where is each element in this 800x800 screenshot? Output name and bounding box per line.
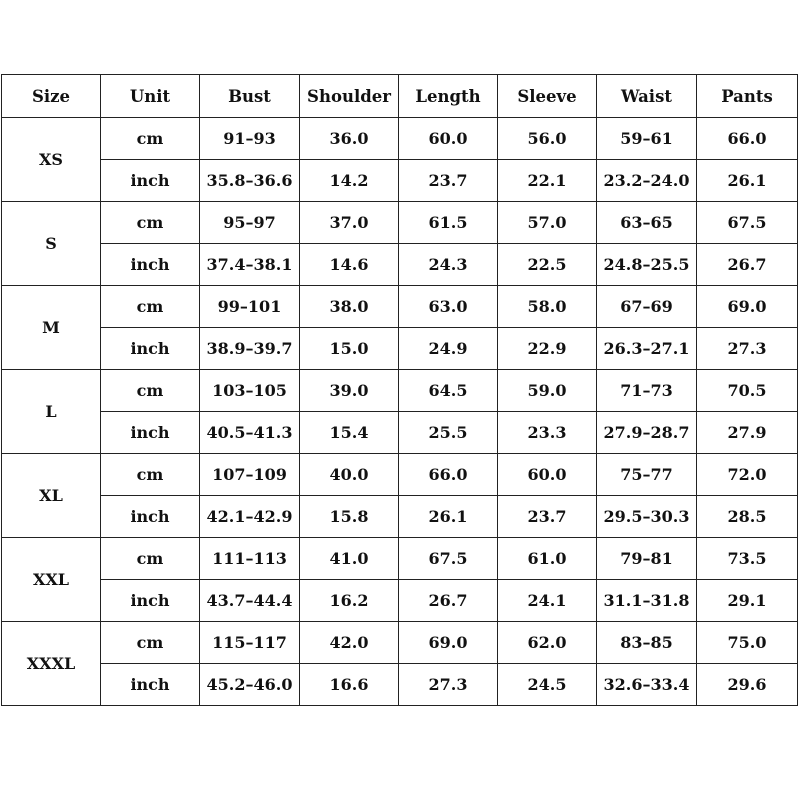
pants-cell: 69.0 — [697, 286, 798, 328]
header-length: Length — [399, 75, 498, 118]
sleeve-cell: 22.5 — [498, 244, 597, 286]
pants-cell: 27.9 — [697, 412, 798, 454]
header-bust: Bust — [200, 75, 300, 118]
unit-cell: inch — [101, 244, 200, 286]
waist-cell: 24.8–25.5 — [597, 244, 697, 286]
pants-cell: 75.0 — [697, 622, 798, 664]
length-cell: 27.3 — [399, 664, 498, 706]
header-unit: Unit — [101, 75, 200, 118]
pants-cell: 70.5 — [697, 370, 798, 412]
sleeve-cell: 59.0 — [498, 370, 597, 412]
pants-cell: 29.6 — [697, 664, 798, 706]
bust-cell: 40.5–41.3 — [200, 412, 300, 454]
length-cell: 23.7 — [399, 160, 498, 202]
sleeve-cell: 23.7 — [498, 496, 597, 538]
size-label-cell: XXXL — [2, 622, 101, 706]
waist-cell: 71–73 — [597, 370, 697, 412]
bust-cell: 38.9–39.7 — [200, 328, 300, 370]
bust-cell: 42.1–42.9 — [200, 496, 300, 538]
table-row — [2, 496, 798, 538]
waist-cell: 75–77 — [597, 454, 697, 496]
shoulder-cell: 37.0 — [300, 202, 399, 244]
bust-cell: 95–97 — [200, 202, 300, 244]
table-row — [2, 412, 798, 454]
shoulder-cell: 14.2 — [300, 160, 399, 202]
sleeve-cell: 23.3 — [498, 412, 597, 454]
unit-cell: inch — [101, 496, 200, 538]
table-row — [2, 202, 798, 244]
table-row — [2, 244, 798, 286]
shoulder-cell: 42.0 — [300, 622, 399, 664]
shoulder-cell: 16.2 — [300, 580, 399, 622]
length-cell: 25.5 — [399, 412, 498, 454]
length-cell: 24.3 — [399, 244, 498, 286]
table-row — [2, 664, 798, 706]
pants-cell: 28.5 — [697, 496, 798, 538]
pants-cell: 27.3 — [697, 328, 798, 370]
header-row — [2, 75, 798, 118]
unit-cell: inch — [101, 412, 200, 454]
pants-cell: 73.5 — [697, 538, 798, 580]
bust-cell: 103–105 — [200, 370, 300, 412]
header-sleeve: Sleeve — [498, 75, 597, 118]
bust-cell: 43.7–44.4 — [200, 580, 300, 622]
pants-cell: 66.0 — [697, 118, 798, 160]
shoulder-cell: 39.0 — [300, 370, 399, 412]
pants-cell: 67.5 — [697, 202, 798, 244]
unit-cell: cm — [101, 286, 200, 328]
size-label-cell: L — [2, 370, 101, 454]
length-cell: 69.0 — [399, 622, 498, 664]
sleeve-cell: 24.1 — [498, 580, 597, 622]
shoulder-cell: 38.0 — [300, 286, 399, 328]
unit-cell: inch — [101, 328, 200, 370]
table-row — [2, 538, 798, 580]
header-waist: Waist — [597, 75, 697, 118]
size-label-cell: M — [2, 286, 101, 370]
size-table-body — [2, 118, 798, 706]
waist-cell: 31.1–31.8 — [597, 580, 697, 622]
bust-cell: 45.2–46.0 — [200, 664, 300, 706]
table-row — [2, 454, 798, 496]
shoulder-cell: 16.6 — [300, 664, 399, 706]
shoulder-cell: 36.0 — [300, 118, 399, 160]
length-cell: 61.5 — [399, 202, 498, 244]
bust-cell: 99–101 — [200, 286, 300, 328]
shoulder-cell: 15.8 — [300, 496, 399, 538]
bust-cell: 107–109 — [200, 454, 300, 496]
table-row — [2, 286, 798, 328]
bust-cell: 91–93 — [200, 118, 300, 160]
header-size: Size — [2, 75, 101, 118]
table-row — [2, 328, 798, 370]
bust-cell: 35.8–36.6 — [200, 160, 300, 202]
waist-cell: 83–85 — [597, 622, 697, 664]
waist-cell: 32.6–33.4 — [597, 664, 697, 706]
length-cell: 64.5 — [399, 370, 498, 412]
waist-cell: 67–69 — [597, 286, 697, 328]
bust-cell: 115–117 — [200, 622, 300, 664]
size-chart-table — [1, 74, 798, 706]
bust-cell: 111–113 — [200, 538, 300, 580]
unit-cell: cm — [101, 622, 200, 664]
unit-cell: cm — [101, 454, 200, 496]
unit-cell: cm — [101, 370, 200, 412]
unit-cell: inch — [101, 160, 200, 202]
header-shoulder: Shoulder — [300, 75, 399, 118]
header-pants: Pants — [697, 75, 798, 118]
size-label-cell: XS — [2, 118, 101, 202]
sleeve-cell: 57.0 — [498, 202, 597, 244]
table-row — [2, 370, 798, 412]
table-row — [2, 622, 798, 664]
table-row — [2, 118, 798, 160]
length-cell: 60.0 — [399, 118, 498, 160]
waist-cell: 63–65 — [597, 202, 697, 244]
sleeve-cell: 62.0 — [498, 622, 597, 664]
unit-cell: inch — [101, 580, 200, 622]
table-row — [2, 580, 798, 622]
sleeve-cell: 56.0 — [498, 118, 597, 160]
length-cell: 66.0 — [399, 454, 498, 496]
sleeve-cell: 61.0 — [498, 538, 597, 580]
sleeve-cell: 60.0 — [498, 454, 597, 496]
table-row — [2, 160, 798, 202]
sleeve-cell: 24.5 — [498, 664, 597, 706]
waist-cell: 27.9–28.7 — [597, 412, 697, 454]
shoulder-cell: 14.6 — [300, 244, 399, 286]
pants-cell: 26.1 — [697, 160, 798, 202]
size-label-cell: S — [2, 202, 101, 286]
shoulder-cell: 15.0 — [300, 328, 399, 370]
length-cell: 26.7 — [399, 580, 498, 622]
waist-cell: 79–81 — [597, 538, 697, 580]
pants-cell: 72.0 — [697, 454, 798, 496]
size-label-cell: XL — [2, 454, 101, 538]
waist-cell: 29.5–30.3 — [597, 496, 697, 538]
shoulder-cell: 40.0 — [300, 454, 399, 496]
length-cell: 63.0 — [399, 286, 498, 328]
unit-cell: cm — [101, 202, 200, 244]
length-cell: 67.5 — [399, 538, 498, 580]
unit-cell: cm — [101, 118, 200, 160]
waist-cell: 59–61 — [597, 118, 697, 160]
unit-cell: cm — [101, 538, 200, 580]
waist-cell: 26.3–27.1 — [597, 328, 697, 370]
shoulder-cell: 15.4 — [300, 412, 399, 454]
sleeve-cell: 22.9 — [498, 328, 597, 370]
unit-cell: inch — [101, 664, 200, 706]
shoulder-cell: 41.0 — [300, 538, 399, 580]
waist-cell: 23.2–24.0 — [597, 160, 697, 202]
sleeve-cell: 58.0 — [498, 286, 597, 328]
size-label-cell: XXL — [2, 538, 101, 622]
bust-cell: 37.4–38.1 — [200, 244, 300, 286]
length-cell: 24.9 — [399, 328, 498, 370]
pants-cell: 29.1 — [697, 580, 798, 622]
pants-cell: 26.7 — [697, 244, 798, 286]
sleeve-cell: 22.1 — [498, 160, 597, 202]
length-cell: 26.1 — [399, 496, 498, 538]
